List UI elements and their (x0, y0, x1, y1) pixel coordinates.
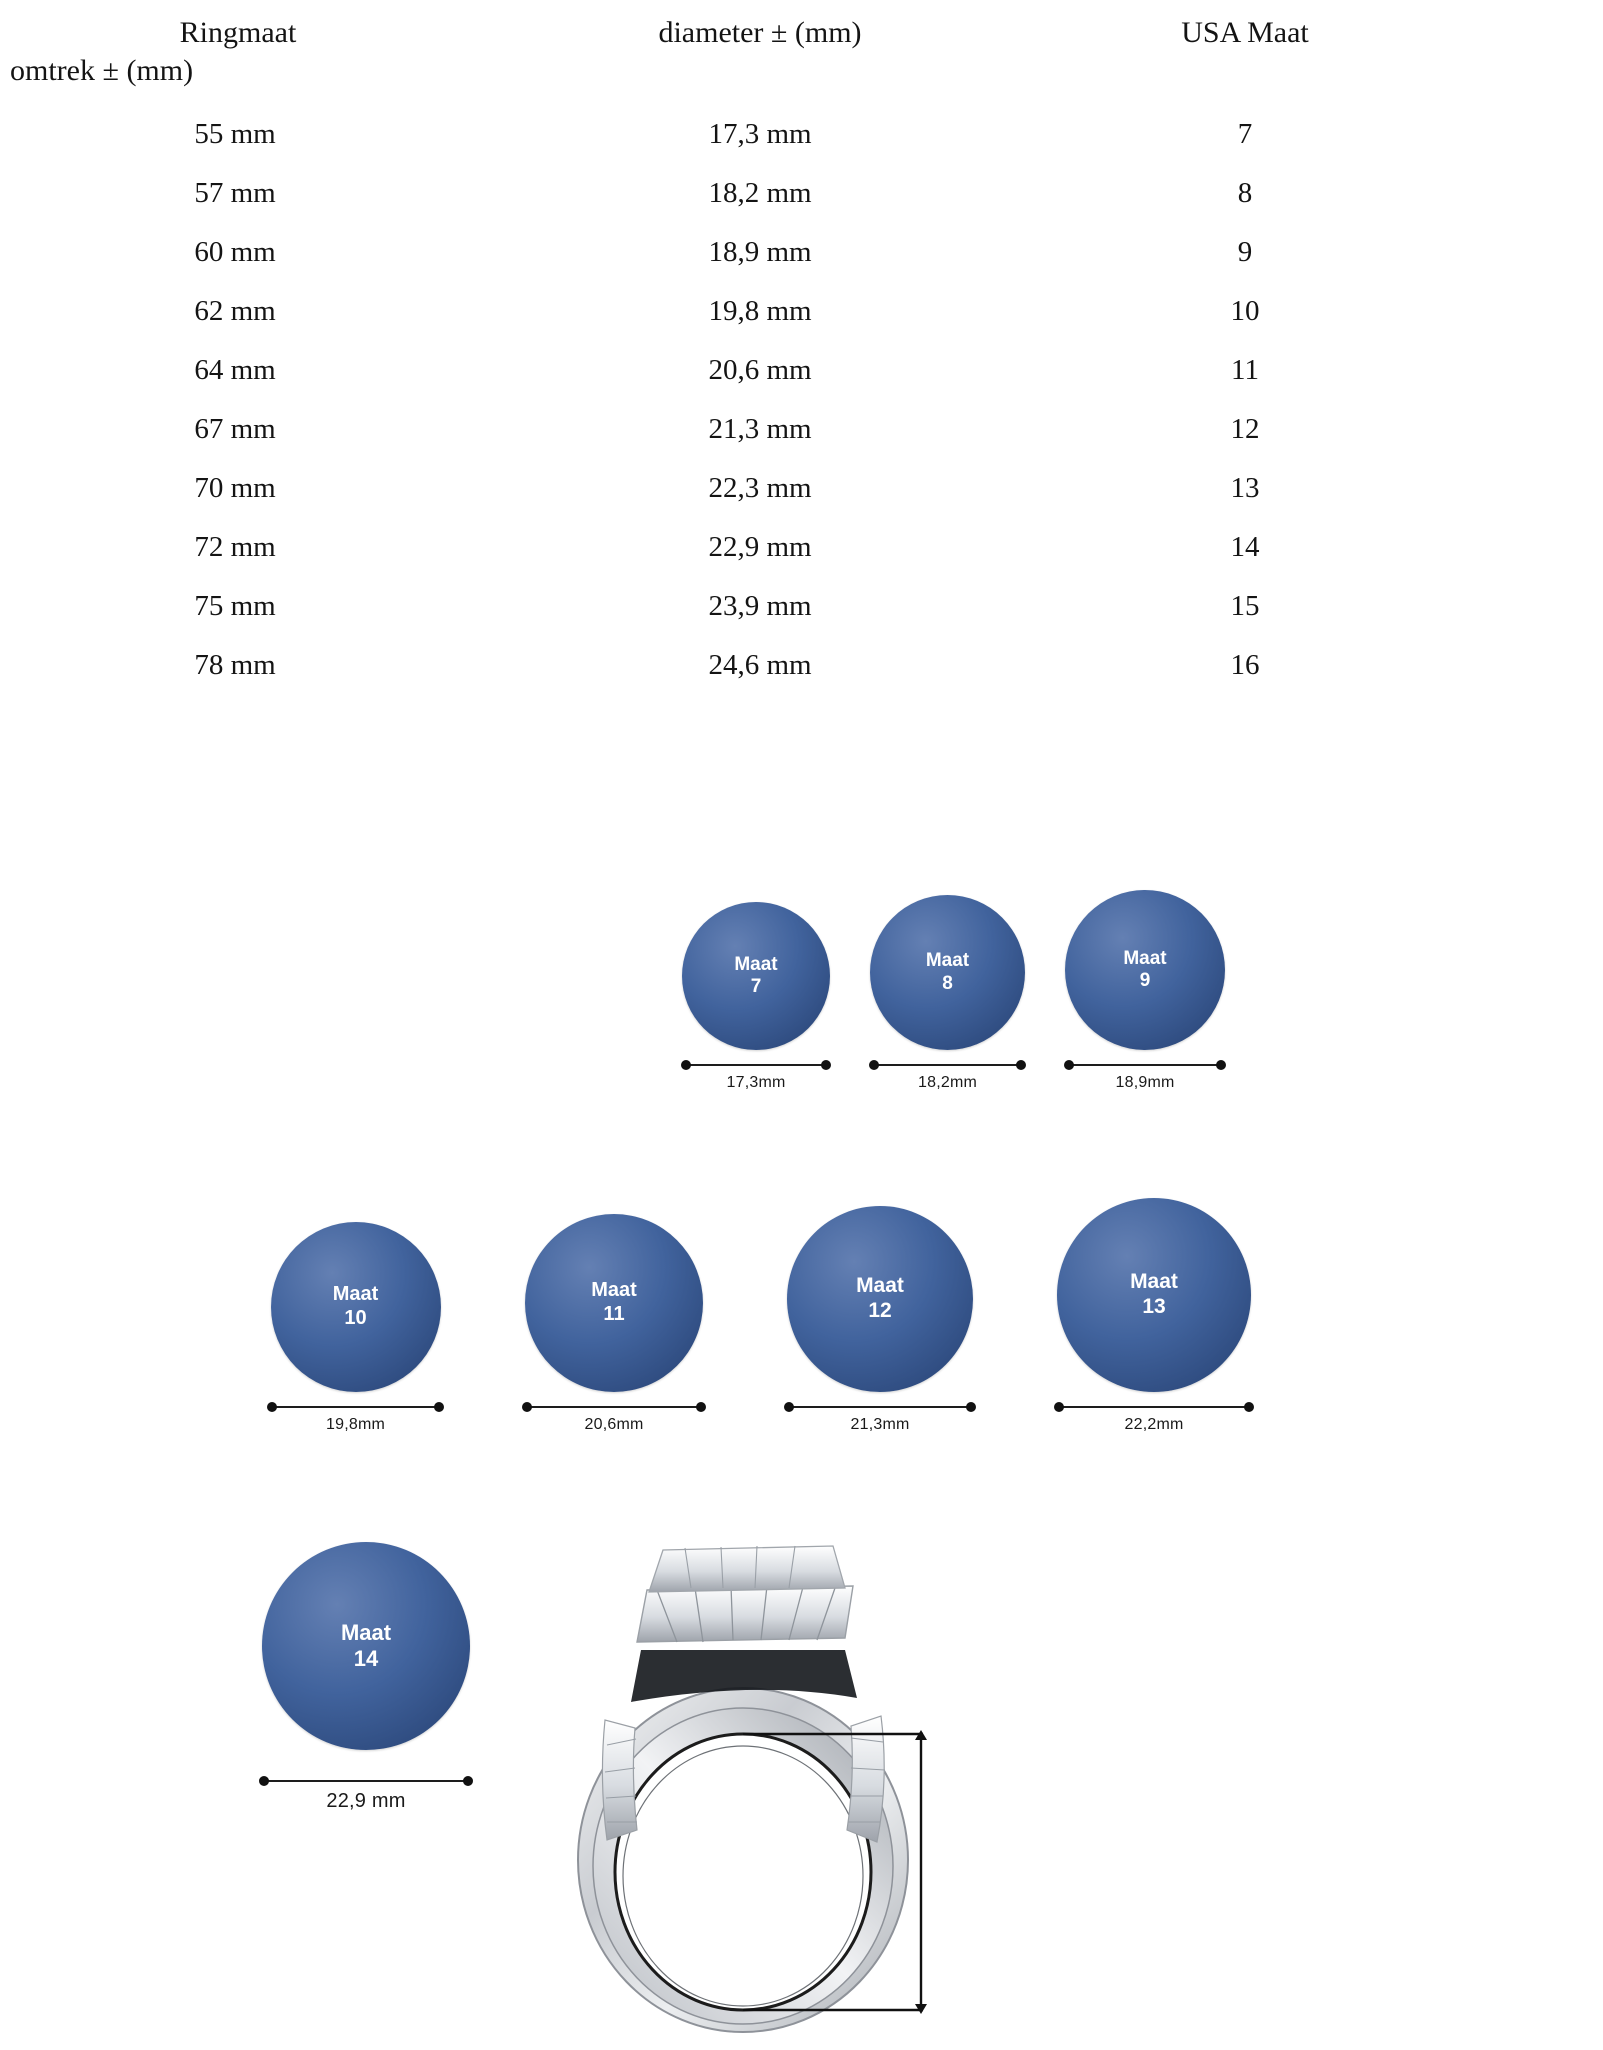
table-row (0, 223, 1440, 282)
cell-diameter: 22,3 mm (708, 471, 812, 504)
cell-circumference: 70 mm (194, 471, 276, 504)
size-disc-9 (1065, 890, 1225, 1050)
measure-bar (1055, 1406, 1253, 1408)
measure-13 (1055, 1402, 1253, 1434)
measure-label: 20,6mm (584, 1416, 644, 1433)
measure-line (260, 1776, 472, 1786)
measure-endpoint-icon (869, 1060, 879, 1070)
cell-circumference: 60 mm (194, 235, 276, 268)
measure-10 (268, 1402, 443, 1434)
cell-diameter: 23,9 mm (708, 589, 812, 622)
table-row (0, 518, 1440, 577)
measure-bar (1065, 1064, 1225, 1066)
circle-row-medium (0, 1198, 1603, 1434)
measure-endpoint-icon (821, 1060, 831, 1070)
measure-line (682, 1060, 830, 1070)
cell-circumference: 62 mm (194, 294, 276, 327)
size-disc-label: Maat (925, 950, 970, 972)
cell-diameter: 19,8 mm (708, 294, 812, 327)
measure-label: 17,3mm (726, 1074, 786, 1091)
circle-item-size-7 (682, 902, 830, 1092)
size-disc-10 (271, 1222, 441, 1392)
table-row (0, 341, 1440, 400)
measure-bar (268, 1406, 443, 1408)
measure-label: 19,8mm (326, 1416, 385, 1433)
cell-diameter: 24,6 mm (708, 648, 812, 681)
measure-line (1065, 1060, 1225, 1070)
ring-size-table (0, 14, 1440, 695)
measure-7 (682, 1060, 830, 1092)
measure-11 (523, 1402, 705, 1434)
size-disc-number: 7 (750, 976, 762, 997)
cell-usa-size: 8 (1237, 176, 1253, 209)
measure-endpoint-icon (784, 1402, 794, 1412)
measure-endpoint-icon (1064, 1060, 1074, 1070)
size-disc-number: 11 (603, 1303, 625, 1325)
ring-illustration (545, 1530, 965, 2050)
measure-label: 18,9mm (1115, 1074, 1175, 1091)
circle-item-size-9 (1065, 890, 1225, 1092)
cell-circumference: 55 mm (194, 117, 276, 150)
size-disc-12 (787, 1206, 973, 1392)
size-disc-label: Maat (1130, 1270, 1178, 1294)
size-disc-13 (1057, 1198, 1251, 1392)
measure-endpoint-icon (267, 1402, 277, 1412)
measure-endpoint-icon (1054, 1402, 1064, 1412)
measure-8 (870, 1060, 1025, 1092)
cell-usa-size: 13 (1230, 471, 1260, 504)
table-header-row (0, 14, 1440, 105)
table-row (0, 105, 1440, 164)
cell-usa-size: 10 (1230, 294, 1260, 327)
size-disc-number: 10 (344, 1307, 367, 1329)
measure-bar (785, 1406, 975, 1408)
column-header-diameter: diameter ± (mm) (658, 16, 862, 49)
circle-item-size-13 (1055, 1198, 1253, 1434)
cell-diameter: 22,9 mm (708, 530, 812, 563)
measure-bar (523, 1406, 705, 1408)
measure-endpoint-icon (463, 1776, 473, 1786)
column-header-circumference (0, 14, 470, 105)
column-header-circumference-line2: omtrek ± (mm) (10, 54, 194, 88)
cell-diameter: 20,6 mm (708, 353, 812, 386)
measure-label: 18,2mm (918, 1074, 977, 1091)
measure-endpoint-icon (696, 1402, 706, 1412)
measure-label: 22,2mm (1124, 1416, 1184, 1433)
size-disc-number: 9 (1139, 970, 1151, 991)
measure-endpoint-icon (522, 1402, 532, 1412)
measure-14 (260, 1776, 472, 1813)
table-row (0, 636, 1440, 695)
cell-usa-size: 12 (1230, 412, 1260, 445)
measure-line (523, 1402, 705, 1412)
circle-item-size-10 (268, 1222, 443, 1434)
cell-circumference: 57 mm (194, 176, 276, 209)
circle-item-size-14 (260, 1542, 472, 1813)
cell-circumference: 75 mm (194, 589, 276, 622)
cell-diameter: 21,3 mm (708, 412, 812, 445)
measure-line (785, 1402, 975, 1412)
circle-item-size-8 (870, 895, 1025, 1092)
size-disc-label: Maat (340, 1620, 392, 1646)
measure-bar (682, 1064, 830, 1066)
size-disc-label: Maat (1123, 947, 1167, 969)
column-header-usa-size: USA Maat (1181, 16, 1309, 49)
cell-diameter: 18,9 mm (708, 235, 812, 268)
measure-endpoint-icon (1244, 1402, 1254, 1412)
cell-circumference: 72 mm (194, 530, 276, 563)
table-body (0, 105, 1440, 695)
size-disc-11 (525, 1214, 703, 1392)
table-row (0, 577, 1440, 636)
circle-row-small (0, 890, 1603, 1092)
measure-endpoint-icon (1216, 1060, 1226, 1070)
size-disc-label: Maat (856, 1274, 904, 1298)
size-disc-number: 13 (1142, 1295, 1166, 1318)
cell-usa-size: 11 (1231, 353, 1259, 386)
size-disc-7 (682, 902, 830, 1050)
cell-usa-size: 15 (1230, 589, 1260, 622)
table-row (0, 400, 1440, 459)
cell-usa-size: 7 (1237, 117, 1253, 150)
circle-item-size-12 (785, 1206, 975, 1434)
measure-line (268, 1402, 443, 1412)
circle-item-size-11 (523, 1214, 705, 1434)
size-disc-8 (870, 895, 1025, 1050)
table-row (0, 459, 1440, 518)
measure-12 (785, 1402, 975, 1434)
measure-endpoint-icon (966, 1402, 976, 1412)
measure-endpoint-icon (259, 1776, 269, 1786)
ring-photo-diagram (545, 1530, 965, 2050)
measure-bar (870, 1064, 1025, 1066)
measure-9 (1065, 1060, 1225, 1092)
gem-top (649, 1546, 845, 1592)
cell-usa-size: 14 (1230, 530, 1260, 563)
cell-circumference: 67 mm (194, 412, 276, 445)
gem-crown (637, 1586, 853, 1642)
cell-circumference: 78 mm (194, 648, 276, 681)
measure-label: 21,3mm (850, 1416, 910, 1433)
table-header (0, 14, 1440, 105)
measure-endpoint-icon (434, 1402, 444, 1412)
ring-inner-hole-shadow (623, 1746, 863, 2006)
size-disc-label: Maat (332, 1283, 379, 1306)
measure-line (1055, 1402, 1253, 1412)
table-row (0, 282, 1440, 341)
table-row (0, 164, 1440, 223)
size-disc-label: Maat (591, 1279, 637, 1302)
size-disc-number: 8 (942, 972, 953, 994)
cell-usa-size: 16 (1230, 648, 1260, 681)
cell-usa-size: 9 (1237, 235, 1253, 268)
size-disc-14 (262, 1542, 470, 1750)
size-disc-number: 14 (353, 1646, 379, 1671)
measure-label: 22,9 mm (326, 1790, 406, 1812)
cell-circumference: 64 mm (194, 353, 276, 386)
measure-line (870, 1060, 1025, 1070)
measure-endpoint-icon (1016, 1060, 1026, 1070)
measure-bar (260, 1780, 472, 1782)
cell-diameter: 17,3 mm (708, 117, 812, 150)
size-disc-label: Maat (734, 953, 778, 975)
column-header-circumference-line1: Ringmaat (179, 16, 297, 49)
measure-endpoint-icon (681, 1060, 691, 1070)
cell-diameter: 18,2 mm (708, 176, 812, 209)
size-disc-number: 12 (868, 1299, 892, 1322)
